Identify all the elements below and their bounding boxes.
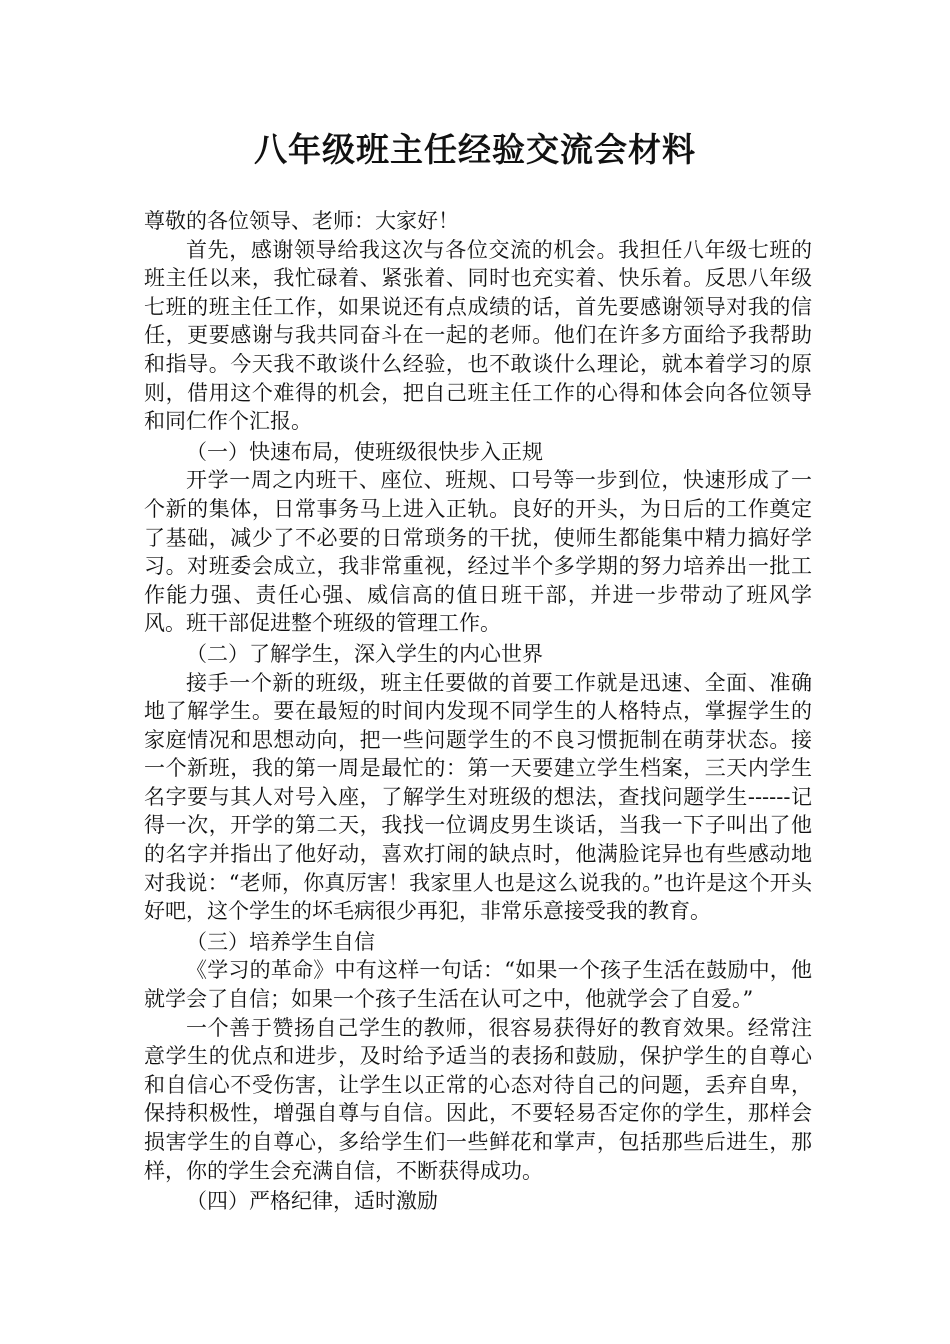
document-body (144, 207, 812, 1216)
paragraph-section-3a: 《学习的革命》中有这样一句话：“如果一个孩子生活在鼓励中，他就学会了自信；如果一个孩子生活在认可之中，他就学会了自爱。” (144, 958, 812, 1012)
paragraph-section-3b: 一个善于赞扬自己学生的教师，很容易获得好的教育效果。经常注意学生的优点和进步，及时给予适当的表扬和鼓励，保护学生的自尊心和自信心不受伤害，让学生以正常的心态对待自己的问题，丢弃自卑，保持积极性，增强自尊与自信。因此，不要轻易否定你的学生，那样会损害学生的自尊心，多给学生们一些鲜花和掌声，包括那些后进生，那样，你的学生会充满自信，不断获得成功。 (144, 1015, 812, 1183)
paragraph-intro: 首先，感谢领导给我这次与各位交流的机会。我担任八年级七班的班主任以来，我忙碌着、紧张着、同时也充实着、快乐着。反思八年级七班的班主任工作，如果说还有点成绩的话，首先要感谢领导对我的信任，更要感谢与我共同奋斗在一起的老师。他们在许多方面给予我帮助和指导。今天我不敢谈什么经验，也不敢谈什么理论，就本着学习的原则，借用这个难得的机会，把自己班主任工作的心得和体会向各位领导和同仁作个汇报。 (144, 237, 812, 434)
paragraph-section-1: 开学一周之内班干、座位、班规、口号等一步到位，快速形成了一个新的集体，日常事务马上进入正轨。良好的开头，为日后的工作奠定了基础，减少了不必要的日常琐务的干扰，使师生都能集中精力搞好学习。对班委会成立，我非常重视，经过半个多学期的努力培养出一批工作能力强、责任心强、威信高的值日班干部，并进一步带动了班风学风。班干部促进整个班级的管理工作。 (144, 468, 812, 636)
section-heading-4: （四）严格纪律，适时激励 (186, 1189, 438, 1214)
paragraph-section-2: 接手一个新的班级，班主任要做的首要工作就是迅速、全面、准确地了解学生。要在最短的时间内发现不同学生的人格特点，掌握学生的家庭情况和思想动向，把一些问题学生的不良习惯扼制在萌芽状态。接一个新班，我的第一周是最忙的：第一天要建立学生档案，三天内学生名字要与其人对号入座，了解学生对班级的想法，查找问题学生------记得一次，开学的第二天，我找一位调皮男生谈话，当我一下子叫出了他的名字并指出了他好动，喜欢打闹的缺点时，他满脸诧异也有些感动地对我说：“老师，你真厉害！我家里人也是这么说我的。”也许是这个开头好吧，这个学生的坏毛病很少再犯，非常乐意接受我的教育。 (144, 670, 812, 924)
section-heading-1: （一）快速布局，使班级很快步入正规 (186, 439, 543, 464)
section-heading-2: （二）了解学生，深入学生的内心世界 (186, 641, 543, 666)
greeting: 尊敬的各位领导、老师：大家好！ (144, 209, 459, 233)
section-heading-3: （三）培养学生自信 (186, 929, 375, 954)
document-title: 八年级班主任经验交流会材料 (254, 130, 696, 169)
